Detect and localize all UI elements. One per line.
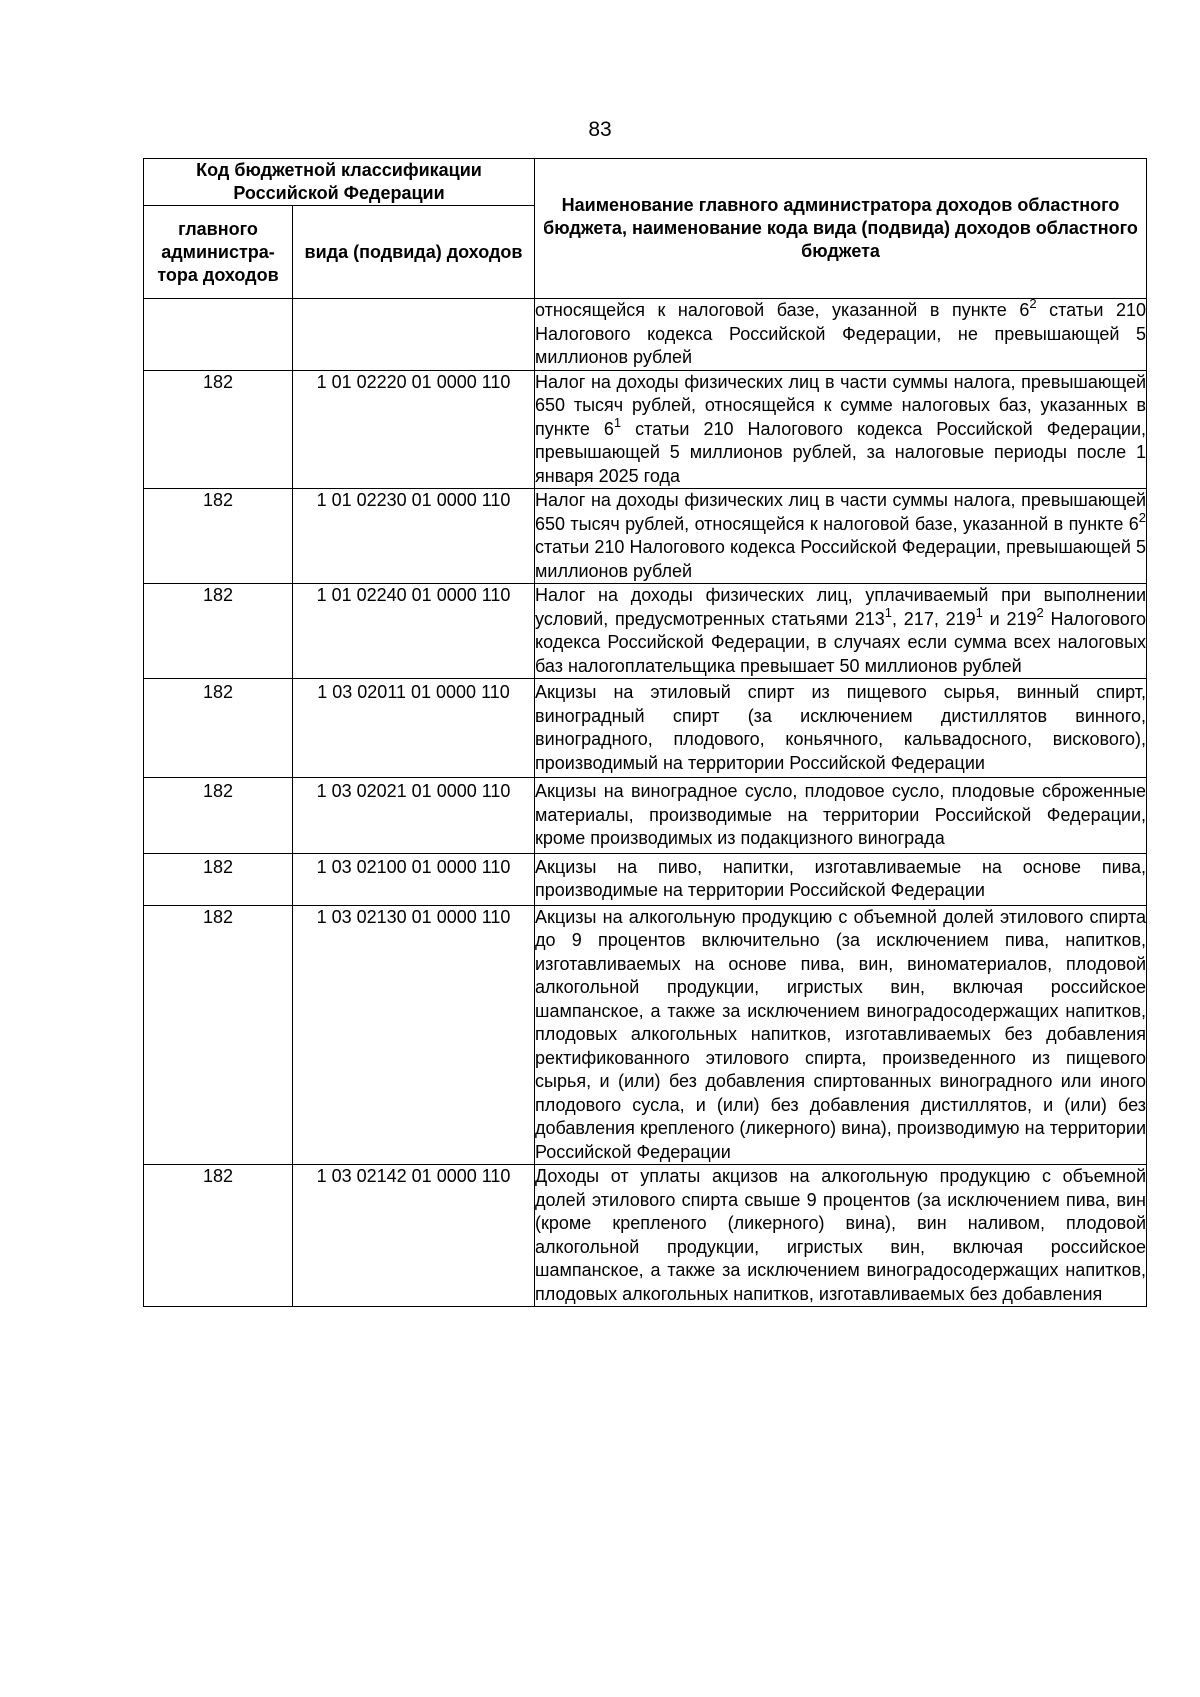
income-name-text: Акцизы на этиловый спирт из пищевого сырья, винный спирт, виноградный спирт (за исключением дистиллятов винного, виноградного, плодового, коньячного, кальвадосного, вискового), производимый на территории Российской Федерации — [535, 682, 1147, 773]
income-name-text: и 219 — [982, 608, 1037, 629]
income-code-cell — [293, 299, 535, 371]
income-name-cell — [535, 679, 1147, 778]
income-name-text: Налог на доходы физических лиц, уплачиваемый при выполнении условий, предусмотренных статьями 213 — [535, 585, 1147, 629]
table-row — [144, 853, 1147, 905]
income-code-cell: 1 03 02011 01 0000 110 — [293, 679, 535, 778]
superscript-index: 1 — [613, 414, 622, 430]
admin-code-cell: 182 — [144, 905, 293, 1165]
admin-code-cell: 182 — [144, 853, 293, 905]
table-row — [144, 778, 1147, 854]
income-name-cell — [535, 370, 1147, 489]
admin-code-cell: 182 — [144, 778, 293, 854]
income-code-cell: 1 03 02130 01 0000 110 — [293, 905, 535, 1165]
income-code-cell: 1 03 02100 01 0000 110 — [293, 853, 535, 905]
admin-code-cell: 182 — [144, 489, 293, 584]
admin-code-cell — [144, 299, 293, 371]
income-name-text: Акцизы на пиво, напитки, изготавливаемые на основе пива, производимые на территории Российской Федерации — [535, 856, 1147, 900]
income-name-cell — [535, 584, 1147, 679]
admin-code-cell: 182 — [144, 679, 293, 778]
superscript-index: 1 — [975, 604, 983, 620]
income-name-text: Акцизы на алкогольную продукцию с объемной долей этилового спирта до 9 процентов включительно (за исключением пива, напитков, изготавливаемых на основе пива, вин, виноматериалов, плодовой алкогольной продукции, игристых вин, включая российское шампанское, а также за исключением виноградосодержащих напитков, плодовых алкогольных напитков, изготавливаемых без добавления ректификованного этилового спирта, произведенного из пищевого сырья, и (или) без добавления спиртованных виноградного или иного плодового сусла, и (или) без добавления дистиллятов, и (или) без добавления крепленого (ликерного) вина), производимую на территории Российской Федерации — [535, 906, 1147, 1162]
income-code-cell: 1 01 02240 01 0000 110 — [293, 584, 535, 679]
admin-code-cell: 182 — [144, 370, 293, 489]
header-name-column: Наименование главного администратора доходов областного бюджета, наименование кода вида (подвида) доходов областного бюджета — [535, 159, 1147, 299]
income-name-cell — [535, 853, 1147, 905]
income-code-cell: 1 01 02230 01 0000 110 — [293, 489, 535, 584]
income-name-cell — [535, 489, 1147, 584]
income-name-text: статьи 210 Налогового кодекса Российской Федерации, превышающей 5 миллионов рублей, за налоговые периоды после 1 января 2025 года — [535, 418, 1147, 486]
table-body — [144, 296, 1147, 1307]
admin-code-cell: 182 — [144, 584, 293, 679]
superscript-index: 2 — [1029, 296, 1037, 311]
table-row — [144, 489, 1147, 584]
page-number: 83 — [588, 118, 612, 141]
income-name-text: относящейся к налоговой базе, указанной в пункте 6 — [535, 300, 1030, 320]
income-name-text: Налог на доходы физических лиц в части суммы налога, превышающей 650 тысяч рублей, относящейся к налоговой базе, указанной в пункте 6 — [535, 490, 1147, 534]
income-code-cell: 1 03 02021 01 0000 110 — [293, 778, 535, 854]
income-name-cell — [535, 296, 1147, 371]
income-name-text: Налогового кодекса Российской Федерации, в случаях если сумма всех налоговых баз налогоплательщика превышает 50 миллионов рублей — [535, 608, 1147, 676]
income-name-text: статьи 210 Налогового кодекса Российской Федерации, не превышающей 5 миллионов рублей — [535, 300, 1147, 367]
table-row — [144, 584, 1147, 679]
header-code-group: Код бюджетной классификации Российской Федерации — [144, 159, 535, 206]
header-row-group — [144, 159, 1147, 206]
income-name-text: Акцизы на виноградное сусло, плодовое сусло, плодовые сброженные материалы, производимые на территории Российской Федерации, кроме производимых из подакцизного винограда — [535, 781, 1147, 848]
income-name-cell — [535, 1165, 1147, 1307]
income-code-cell: 1 03 02142 01 0000 110 — [293, 1165, 535, 1307]
admin-code-cell: 182 — [144, 1165, 293, 1307]
header-admin-column: главного администра-тора доходов — [144, 206, 293, 299]
budget-classification-table — [143, 158, 1147, 1307]
table-row — [144, 679, 1147, 778]
income-name-text: , 217, 219 — [892, 608, 976, 629]
table-row — [144, 299, 1147, 371]
superscript-index: 2 — [1138, 509, 1147, 525]
table-row — [144, 905, 1147, 1165]
income-name-text: статьи 210 Налогового кодекса Российской Федерации, превышающей 5 миллионов рублей — [535, 537, 1147, 581]
superscript-index: 2 — [1036, 604, 1044, 620]
superscript-index: 1 — [884, 604, 893, 620]
header-code-column: вида (подвида) доходов — [293, 206, 535, 299]
table-row — [144, 1165, 1147, 1307]
income-name-text: Доходы от уплаты акцизов на алкогольную продукцию с объемной долей этилового спирта свыше 9 процентов (за исключением пива, вин (кроме крепленого (ликерного) вина), вин наливом, плодовой алкогольной продукции, игристых вин, включая российское шампанское, а также за исключением виноградосодержащих напитков, плодовых алкогольных напитков, изготавливаемых без добавления — [535, 1166, 1147, 1304]
income-name-cell — [535, 905, 1147, 1165]
income-name-cell — [535, 778, 1147, 854]
income-code-cell: 1 01 02220 01 0000 110 — [293, 370, 535, 489]
table-row — [144, 370, 1147, 489]
income-name-text: Налог на доходы физических лиц в части суммы налога, превышающей 650 тысяч рублей, относящейся к сумме налоговых баз, указанных в пункте 6 — [535, 371, 1147, 439]
